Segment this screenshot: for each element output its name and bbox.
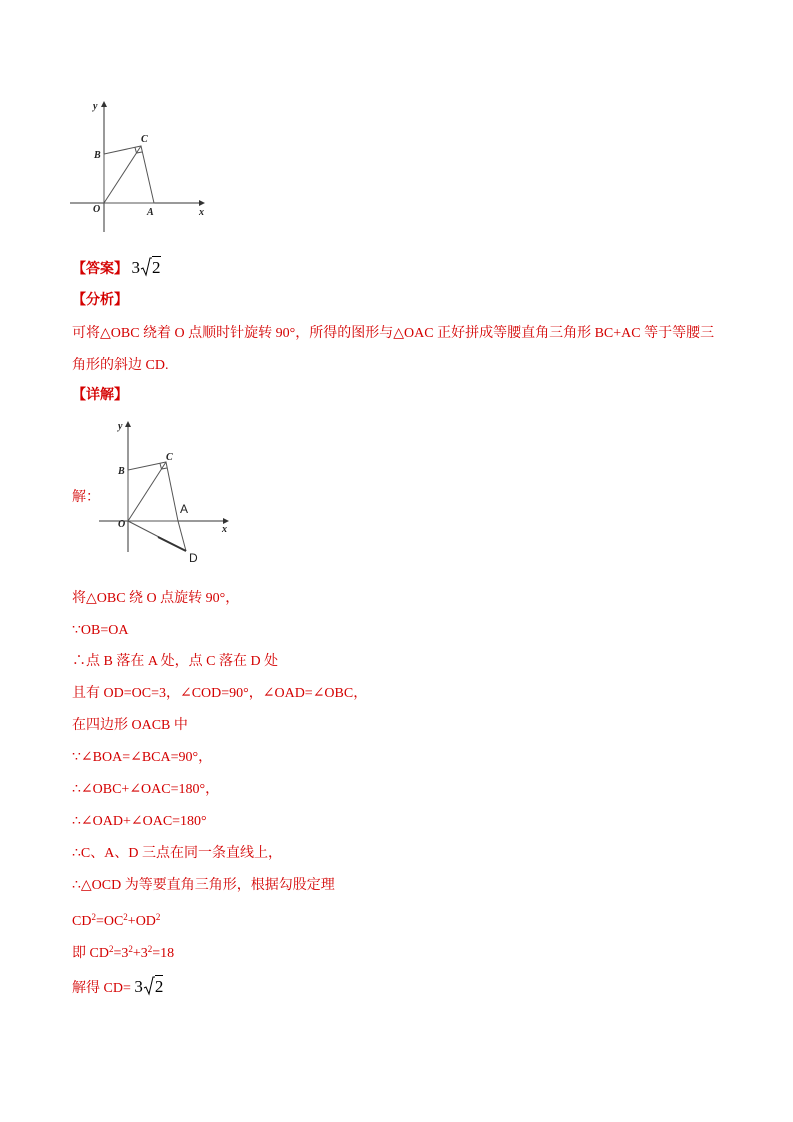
label-A: A	[147, 207, 154, 218]
label-y: y	[118, 421, 123, 432]
step-5: 在四边形 OACB 中	[72, 718, 188, 733]
segment-OD-thick	[158, 537, 186, 551]
eq2-term-b: =3	[113, 946, 129, 961]
sqrt-icon	[143, 976, 155, 996]
step-6: ∵∠BOA=∠BCA=90°，	[72, 750, 213, 765]
eq1-exp-2: 2	[123, 912, 128, 922]
analysis-line-1: 可将△OBC 绕着 O 点顺时针旋转 90°，所得的图形与△OAC 正好拼成等腰直角三角形 BC+AC 等于等腰三	[72, 326, 715, 341]
label-x: x	[199, 207, 204, 218]
label-D: D	[189, 551, 198, 565]
answer-value	[132, 258, 161, 277]
solution-jie: 解：	[72, 490, 100, 505]
step-4: 且有 OD=OC=3，∠COD=90°，∠OAD=∠OBC，	[72, 686, 368, 701]
answer-label: 【答案】	[72, 262, 128, 277]
step-3: ∴点 B 落在 A 处，点 C 落在 D 处	[72, 654, 279, 669]
detail-label: 【详解】	[72, 388, 128, 403]
final-value	[134, 977, 163, 996]
eq1-term-c: +OD	[127, 914, 156, 929]
label-B: B	[94, 150, 101, 161]
eq2-term-d: =18	[152, 946, 175, 961]
eq2-exp-3: 2	[147, 944, 153, 954]
equation-substitution	[72, 940, 174, 963]
answer-coef: 3	[131, 258, 140, 277]
eq2-exp-2: 2	[128, 944, 133, 954]
step-8: ∴∠OAD+∠OAC=180°	[72, 814, 207, 829]
figure-1	[66, 96, 216, 236]
sqrt-icon	[140, 257, 152, 277]
step-2: ∵OB=OA	[72, 623, 129, 638]
label-C: C	[166, 452, 173, 463]
eq2-term-a: 即 CD	[72, 946, 109, 961]
segment-OC	[104, 146, 141, 203]
analysis-label: 【分析】	[72, 293, 128, 308]
step-10: ∴△OCD 为等要直角三角形，根据勾股定理	[72, 878, 335, 893]
answer-line	[72, 257, 161, 279]
label-y: y	[93, 101, 98, 112]
quadrilateral-OACB	[104, 146, 154, 203]
label-O: O	[93, 204, 101, 215]
answer-radicand: 2	[152, 258, 161, 277]
final-prefix: 解得 CD=	[72, 981, 131, 996]
label-A: A	[180, 502, 189, 516]
segment-OC	[128, 462, 166, 521]
eq1-term-a: CD	[72, 914, 92, 929]
eq1-exp-1: 2	[91, 912, 96, 922]
eq1-term-b: =OC	[95, 914, 124, 929]
final-coef: 3	[134, 977, 143, 996]
label-B: B	[118, 466, 125, 477]
figure-2	[96, 414, 246, 569]
step-7: ∴∠OBC+∠OAC=180°，	[72, 782, 220, 797]
analysis-line-2: 角形的斜边 CD.	[72, 358, 169, 373]
label-C: C	[141, 134, 148, 145]
eq2-term-c: +3	[132, 946, 148, 961]
label-x: x	[222, 524, 227, 535]
final-answer-line	[72, 976, 163, 998]
step-1: 将△OBC 绕 O 点旋转 90°，	[72, 591, 240, 606]
step-9: ∴C、A、D 三点在同一条直线上，	[72, 846, 282, 861]
final-radicand: 2	[154, 977, 164, 996]
eq2-exp-1: 2	[108, 944, 114, 954]
equation-pythagoras	[72, 908, 160, 931]
label-O: O	[118, 519, 126, 530]
eq1-exp-3: 2	[155, 912, 161, 922]
quadrilateral-OACB	[128, 462, 178, 521]
